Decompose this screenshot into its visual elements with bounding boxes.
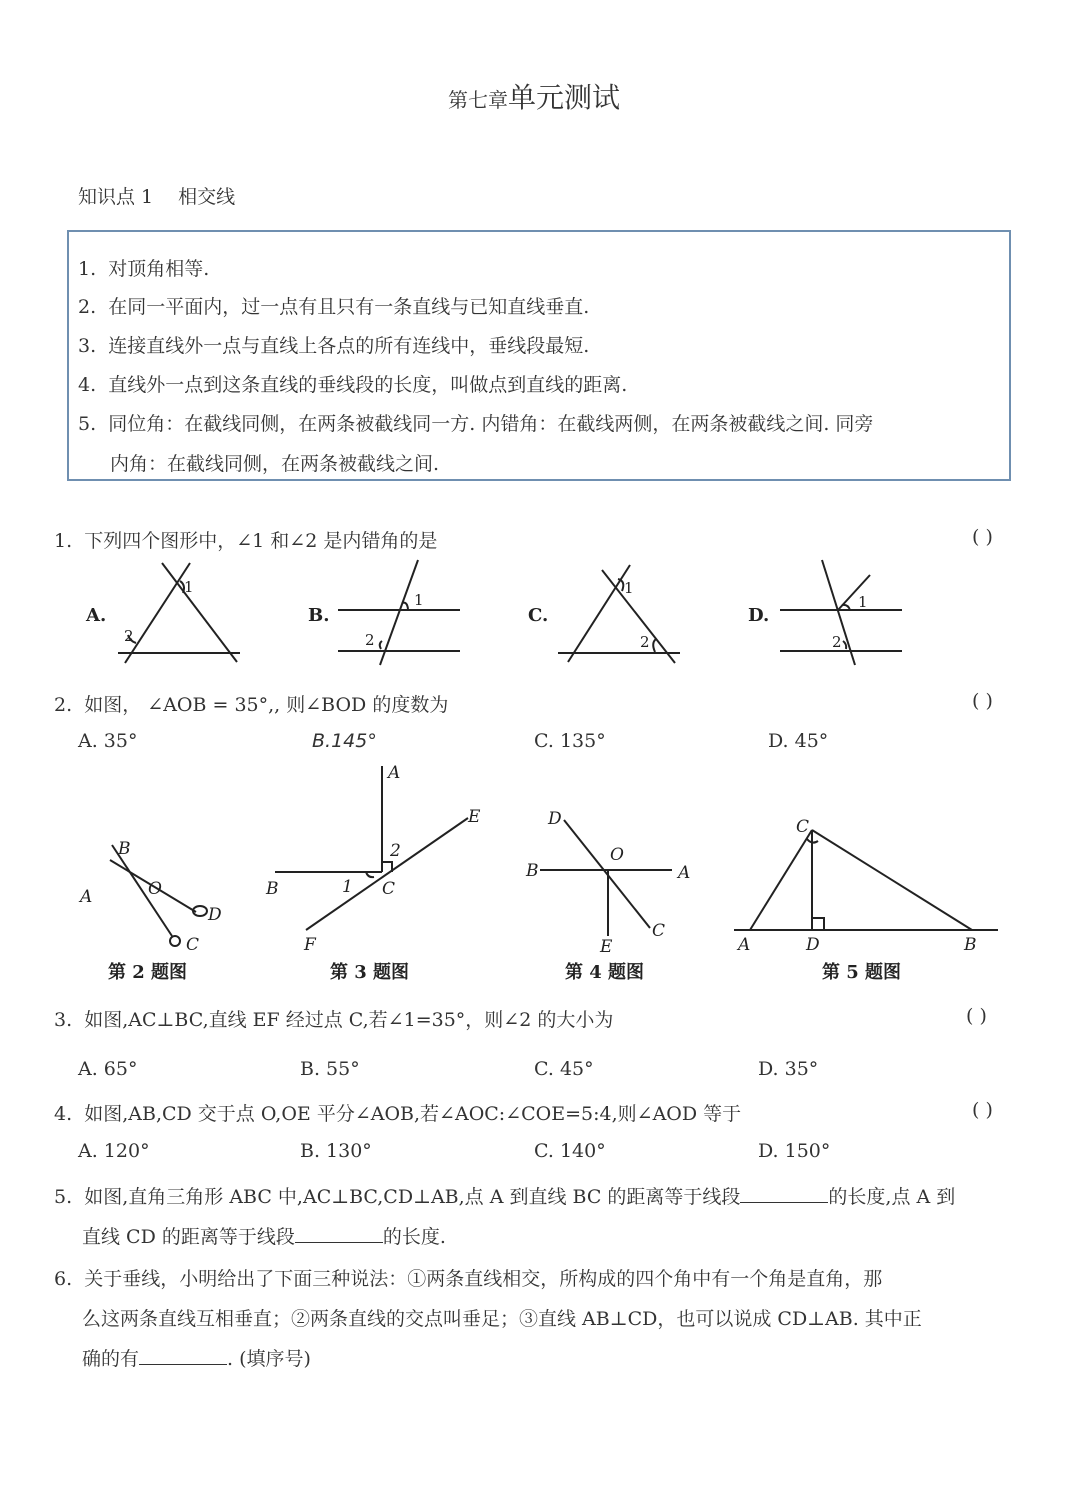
point-label: D — [208, 905, 222, 925]
q3-option-d[interactable]: D. 35° — [758, 1058, 819, 1080]
point-label: C — [796, 817, 810, 837]
point-5-cont: 内角：在截线同侧，在两条被截线之间. — [110, 453, 440, 475]
q3-option-c[interactable]: C. 45° — [534, 1058, 594, 1080]
angle-label: 1 — [624, 579, 634, 597]
point-label: C — [652, 921, 666, 941]
answer-paren-3[interactable]: ( ) — [966, 1005, 987, 1027]
answer-paren-2[interactable]: ( ) — [972, 690, 993, 712]
question-4: 4. 如图,AB,CD 交于点 O,OE 平分∠AOB,若∠AOC:∠COE=5:4,则∠AOD 等于 — [54, 1103, 742, 1125]
q1-figures — [80, 555, 920, 670]
question-2: 2. 如图， ∠AOB = 35°,, 则∠BOD 的度数为 — [54, 694, 449, 716]
point-label: B — [526, 861, 539, 881]
angle-label: 1 — [858, 593, 868, 611]
angle-label: 1 — [414, 591, 424, 609]
answer-paren-1[interactable]: ( ) — [972, 526, 993, 548]
page-title: 第七章单元测试 — [448, 81, 621, 114]
point-label: 1 — [342, 877, 353, 897]
figures-row — [70, 760, 1010, 960]
q4-option-c[interactable]: C. 140° — [534, 1140, 606, 1162]
angle-label: 2 — [640, 633, 650, 651]
fig-a-line — [125, 563, 190, 663]
point-label: F — [304, 935, 316, 955]
q2-option-a[interactable]: A. 35° — [78, 730, 138, 752]
point-label: A — [738, 935, 751, 955]
q3-option-b[interactable]: B. 55° — [300, 1058, 360, 1080]
answer-paren-4[interactable]: ( ) — [972, 1099, 993, 1121]
point-5: 5. 同位角：在截线同侧，在两条被截线同一方. 内错角：在截线两侧，在两条被截线之间. 同旁 — [78, 413, 874, 435]
point-label: D — [548, 809, 562, 829]
point-label: O — [610, 845, 624, 865]
question-3: 3. 如图,AC⊥BC,直线 EF 经过点 C,若∠1=35°，则∠2 的大小为 — [54, 1009, 614, 1031]
point-label: E — [600, 937, 613, 957]
q4-option-d[interactable]: D. 150° — [758, 1140, 831, 1162]
point-2: 2. 在同一平面内，过一点有且只有一条直线与已知直线垂直. — [78, 296, 590, 318]
point-label: B — [266, 879, 279, 899]
point-label: B — [964, 935, 977, 955]
point-label: O — [148, 879, 162, 899]
fig5-caption: 第 5 题图 — [822, 962, 902, 983]
q5-blank-2[interactable] — [295, 1224, 383, 1243]
q2-option-d[interactable]: D. 45° — [768, 730, 829, 752]
fig3-caption: 第 3 题图 — [330, 962, 410, 983]
point-label: C — [186, 935, 200, 955]
question-6: 6. 关于垂线，小明给出了下面三种说法：①两条直线相交，所构成的四个角中有一个角是直角，那 — [54, 1268, 883, 1290]
point-1: 1. 对顶角相等. — [78, 258, 210, 280]
question-5-line2: 直线 CD 的距离等于线段 的长度. — [82, 1226, 446, 1248]
q6-blank[interactable] — [139, 1346, 227, 1365]
point-label: 2 — [390, 841, 401, 861]
q2-option-c[interactable]: C. 135° — [534, 730, 606, 752]
point-label: C — [382, 879, 396, 899]
question-6-line2: 么这两条直线互相垂直；②两条直线的交点叫垂足；③直线 AB⊥CD，也可以说成 CD⊥AB. 其中正 — [82, 1308, 922, 1330]
q1-option-c[interactable]: C. — [528, 605, 549, 626]
fig4-caption: 第 4 题图 — [565, 962, 645, 983]
angle-label: 2 — [365, 631, 375, 649]
point-label: E — [468, 807, 481, 827]
point-label: A — [678, 863, 691, 883]
q1-option-b[interactable]: B. — [308, 605, 330, 626]
q4-option-a[interactable]: A. 120° — [78, 1140, 150, 1162]
q1-option-d[interactable]: D. — [748, 605, 770, 626]
q4-option-b[interactable]: B. 130° — [300, 1140, 372, 1162]
point-label: B — [118, 839, 131, 859]
question-1: 1. 下列四个图形中，∠1 和∠2 是内错角的是 — [54, 530, 438, 552]
question-6-line3: 确的有 . (填序号) — [82, 1348, 311, 1370]
q1-option-a[interactable]: A. — [86, 605, 107, 626]
q3-option-a[interactable]: A. 65° — [78, 1058, 138, 1080]
question-5: 5. 如图,直角三角形 ABC 中,AC⊥BC,CD⊥AB,点 A 到直线 BC 的距离等于线段 的长度,点 A 到 — [54, 1186, 956, 1208]
angle-label: 2 — [832, 633, 842, 651]
point-label: A — [388, 763, 401, 783]
point-3: 3. 连接直线外一点与直线上各点的所有连线中，垂线段最短. — [78, 335, 590, 357]
angle-label: 2 — [124, 627, 134, 645]
angle-label: 1 — [184, 578, 194, 596]
q5-blank-1[interactable] — [740, 1184, 828, 1203]
point-label: D — [806, 935, 820, 955]
q2-option-b[interactable]: B.145° — [312, 730, 377, 752]
fig-a-line — [162, 563, 237, 662]
section-heading: 知识点 1 相交线 — [78, 186, 236, 208]
point-label: A — [80, 887, 93, 907]
fig2-caption: 第 2 题图 — [108, 962, 188, 983]
point-4: 4. 直线外一点到这条直线的垂线段的长度，叫做点到直线的距离. — [78, 374, 628, 396]
